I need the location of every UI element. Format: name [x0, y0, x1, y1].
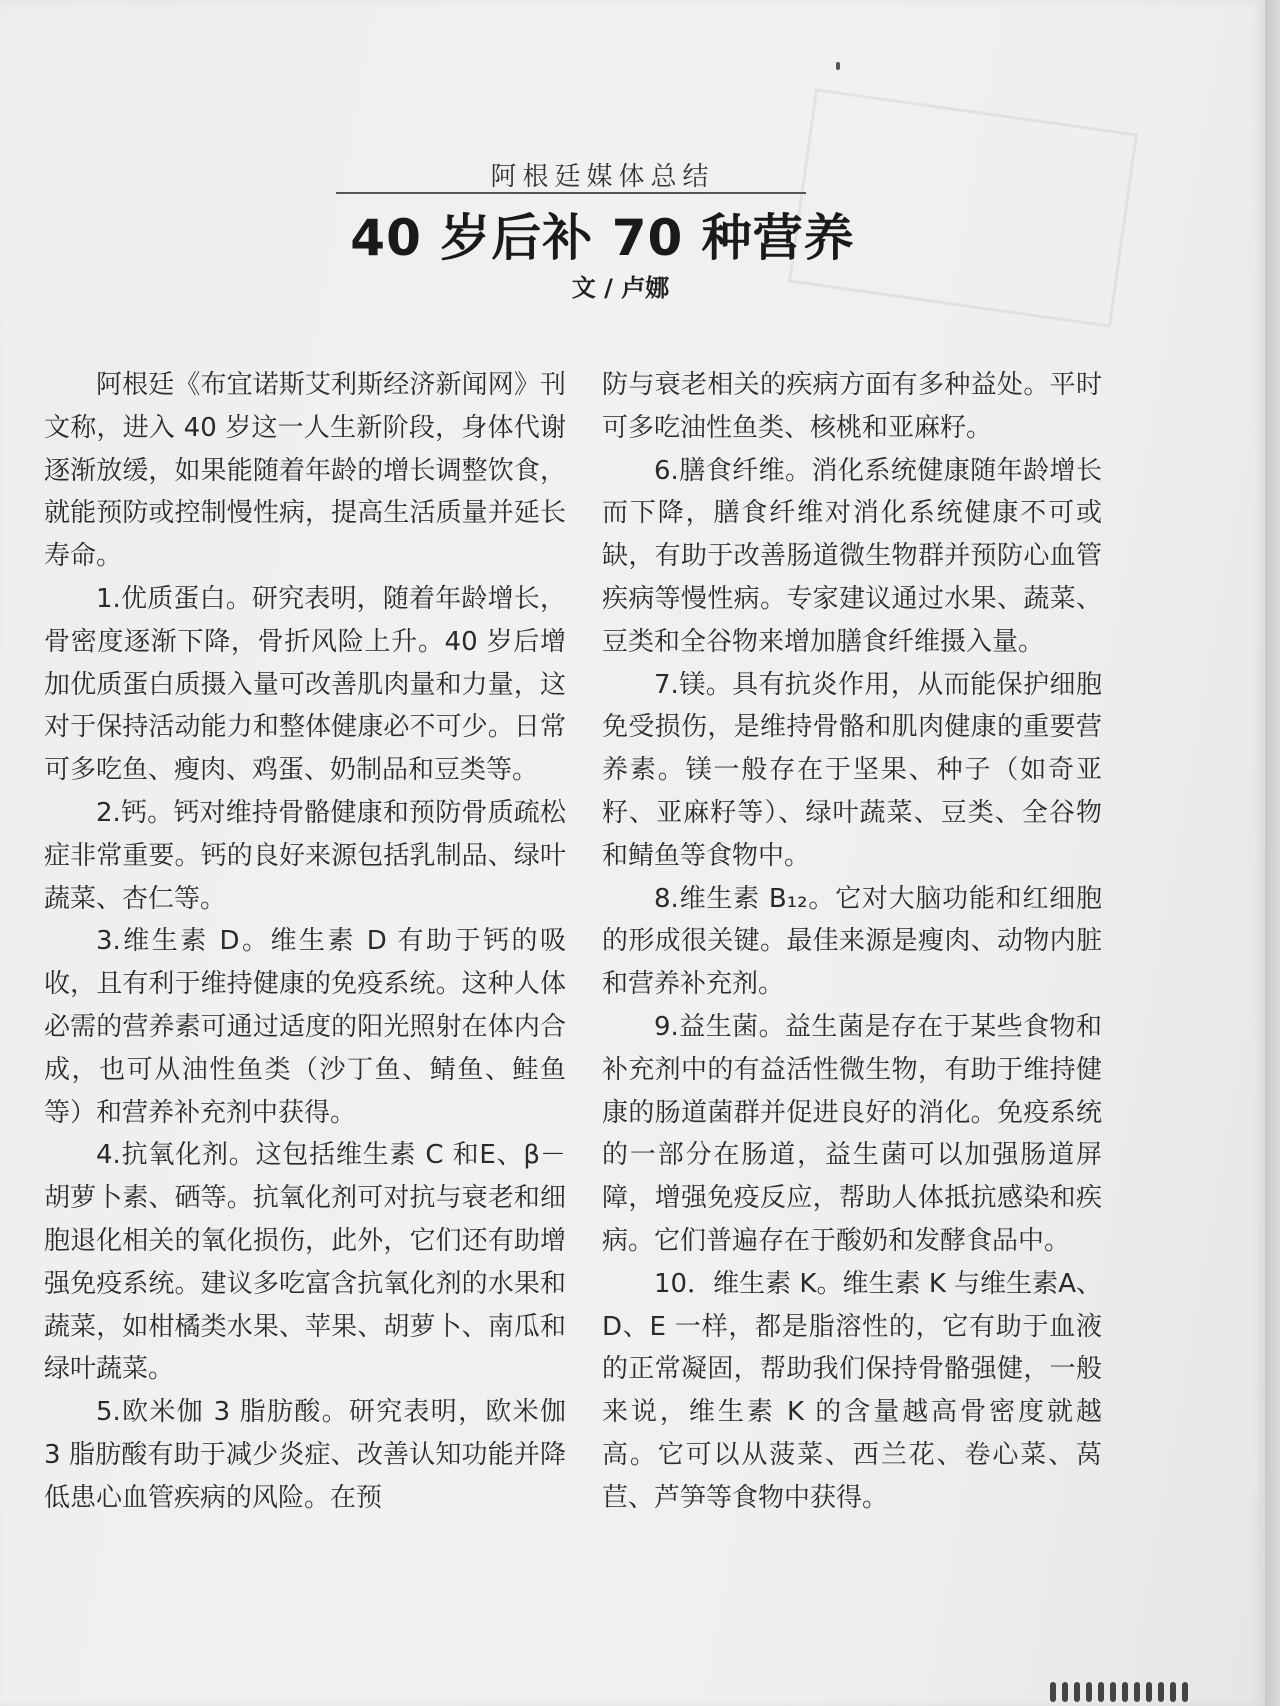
paragraph-antioxidants: 4.抗氧化剂。这包括维生素 C 和E、β－胡萝卜素、硒等。抗氧化剂可对抗与衰老和细胞退化相关的氧化损伤，此外，它们还有助增强免疫系统。建议多吃富含抗氧化剂的水果和蔬菜，如柑橘类水果、苹果、胡萝卜、南瓜和绿叶蔬菜。 [44, 1140, 566, 1385]
left-column [44, 364, 566, 1520]
article-kicker: 阿根廷媒体总结 [490, 162, 715, 192]
paragraph-fiber: 6.膳食纤维。消化系统健康随年龄增长而下降，膳食纤维对消化系统健康不可或缺，有助于改善肠道微生物群并预防心血管疾病等慢性病。专家建议通过水果、蔬菜、豆类和全谷物来增加膳食纤维摄入量。 [602, 455, 1102, 657]
paragraph-intro: 阿根廷《布宜诺斯艾利斯经济新闻网》刊文称，进入 40 岁这一人生新阶段，身体代谢逐渐放缓，如果能随着年龄的增长调整饮食，就能预防或控制慢性病，提高生活质量并延长寿命。 [44, 370, 566, 572]
paragraph-probiotics: 9.益生菌。益生菌是存在于某些食物和补充剂中的有益活性微生物，有助于维持健康的肠道菌群并促进良好的消化。免疫系统的一部分在肠道，益生菌可以加强肠道屏障，增强免疫反应，帮助人体抵抗感染和疾病。它们普遍存在于酸奶和发酵食品中。 [602, 1011, 1102, 1256]
paragraph-vitamin-d: 3.维生素 D。维生素 D 有助于钙的吸收，且有利于维持健康的免疫系统。这种人体必需的营养素可通过适度的阳光照射在体内合成，也可从油性鱼类（沙丁鱼、鲭鱼、鲑鱼等）和营养补充剂中获得。 [44, 926, 566, 1128]
ink-speck [836, 62, 840, 70]
page-edge-shadow [1265, 0, 1280, 1706]
kicker-rule [336, 192, 806, 194]
right-column [602, 364, 1102, 1520]
paragraph-protein: 1.优质蛋白。研究表明，随着年龄增长，骨密度逐渐下降，骨折风险上升。40 岁后增加优质蛋白质摄入量可改善肌肉量和力量，这对于保持活动能力和整体健康必不可少。日常可多吃鱼、瘦肉、鸡蛋、奶制品和豆类等。 [44, 583, 566, 786]
watermark-bars [1050, 1680, 1250, 1702]
paragraph-vitamin-k: 10．维生素 K。维生素 K 与维生素A、D、E 一样，都是脂溶性的，它有助于血液的正常凝固，帮助我们保持骨骼强健，一般来说，维生素 K 的含量越高骨密度就越高。它可以从菠菜、西兰花、卷心菜、莴苣、芦笋等食物中获得。 [602, 1268, 1102, 1513]
paragraph-omega3-cont: 防与衰老相关的疾病方面有多种益处。平时可多吃油性鱼类、核桃和亚麻籽。 [602, 370, 1102, 443]
article-title: 40 岁后补 70 种营养 [350, 209, 855, 267]
paragraph-vitamin-b12: 8.维生素 B₁₂。它对大脑功能和红细胞的形成很关键。最佳来源是瘦肉、动物内脏和营养补充剂。 [602, 883, 1102, 1000]
paragraph-calcium: 2.钙。钙对维持骨骼健康和预防骨质疏松症非常重要。钙的良好来源包括乳制品、绿叶蔬菜、杏仁等。 [44, 797, 566, 914]
article-byline: 文 / 卢娜 [571, 274, 670, 302]
paragraph-magnesium: 7.镁。具有抗炎作用，从而能保护细胞免受损伤，是维持骨骼和肌肉健康的重要营养素。镁一般存在于坚果、种子（如奇亚籽、亚麻籽等）、绿叶蔬菜、豆类、全谷物和鲭鱼等食物中。 [602, 669, 1102, 871]
paragraph-omega3: 5.欧米伽 3 脂肪酸。研究表明，欧米伽 3 脂肪酸有助于减少炎症、改善认知功能并降低患心血管疾病的风险。在预 [44, 1397, 566, 1513]
